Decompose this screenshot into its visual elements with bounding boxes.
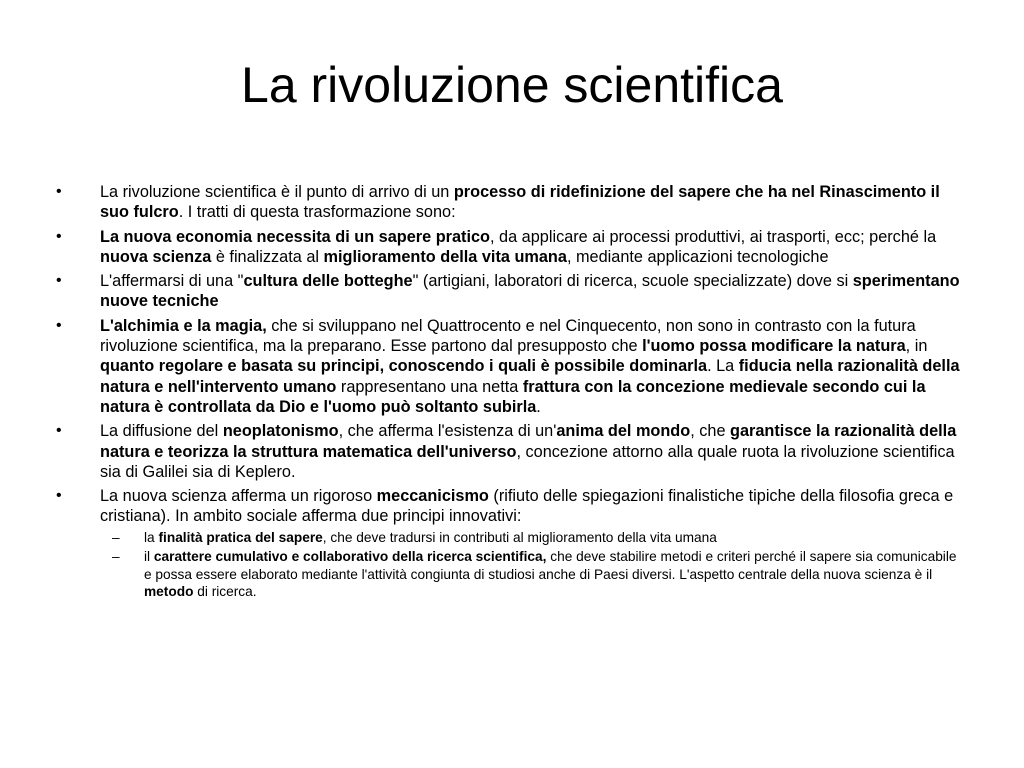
sub-bullet-list xyxy=(100,529,966,601)
bullet-icon: • xyxy=(56,422,62,440)
bullet-item-5: • La diffusione del neoplatonismo, che afferma l'esistenza di un'anima del mondo, che garantisce la razionalità della natura e teorizza la struttura matematica dell'universo, concezione attorno alla quale ruota la rivoluzione scientifica sia di Galilei sia di Keplero. xyxy=(56,422,957,481)
bullet-list xyxy=(56,182,966,601)
bullet-icon: • xyxy=(56,316,62,334)
bullet-icon: • xyxy=(56,183,62,200)
dash-icon: – xyxy=(112,529,120,545)
bullet-item-1: • La rivoluzione scientifica è il punto di arrivo di un processo di ridefinizione del sapere che ha nel Rinascimento il suo fulcro. I tratti di questa trasformazione sono: xyxy=(56,183,940,222)
slide-title: La rivoluzione scientifica xyxy=(241,57,783,113)
dash-icon: – xyxy=(112,549,120,565)
sub-bullet-item-1: – la finalità pratica del sapere, che deve tradursi in contributi al miglioramento della vita umana xyxy=(112,529,717,545)
bullet-icon: • xyxy=(56,227,62,245)
bullet-item-2: • La nuova economia necessita di un sapere pratico, da applicare ai processi produttivi, ai trasporti, ecc; perché la nuova scienza è finalizzata al miglioramento della vita umana, mediante applicazioni tecnologiche xyxy=(56,227,937,266)
bullet-item-4: • L'alchimia e la magia, che si sviluppano nel Quattrocento e nel Cinquecento, non sono in contrasto con la futura rivoluzione scientifica, ma la preparano. Esse partono dal presupposto che l'uomo possa modificare la natura, in quanto regolare e basata su principi, conoscendo i quali è possibile dominarla. La fiducia nella razionalità della natura e nell'intervento umano rappresentano una netta frattura con la concezione medievale secondo cui la natura è controllata da Dio e l'uomo può soltanto subirla. xyxy=(56,316,960,416)
sub-bullet-item-2: – il carattere cumulativo e collaborativo della ricerca scientifica, che deve stabilire metodi e criteri perché il sapere sia comunicabile e possa essere elaborato mediante l'attività congiunta di studiosi anche di Paesi diversi. L'aspetto centrale della nuova scienza è il metodo di ricerca. xyxy=(112,549,957,600)
bullet-item-6: • La nuova scienza afferma un rigoroso meccanicismo (rifiuto delle spiegazioni finalistiche tipiche della filosofia greca e cristiana). In ambito sociale afferma due principi innovativi: – la finalità pratica del sapere, che deve tradursi in contributi al miglioramento della vita umana – il carattere cumulativo e collaborativo della ricerca scientifica, che deve stabilire metodi e criteri perché il sapere sia comunicabile e possa essere elaborato mediante l'attività congiunta di studiosi anche di Paesi diversi. L'aspetto centrale della nuova scienza è il metodo di ricerca. xyxy=(56,486,966,601)
slide-content xyxy=(56,182,966,605)
bullet-icon: • xyxy=(56,487,62,505)
bullet-icon: • xyxy=(56,272,62,290)
bullet-item-3: • L'affermarsi di una "cultura delle botteghe" (artigiani, laboratori di ricerca, scuole specializzate) dove si sperimentano nuove tecniche xyxy=(56,272,960,311)
